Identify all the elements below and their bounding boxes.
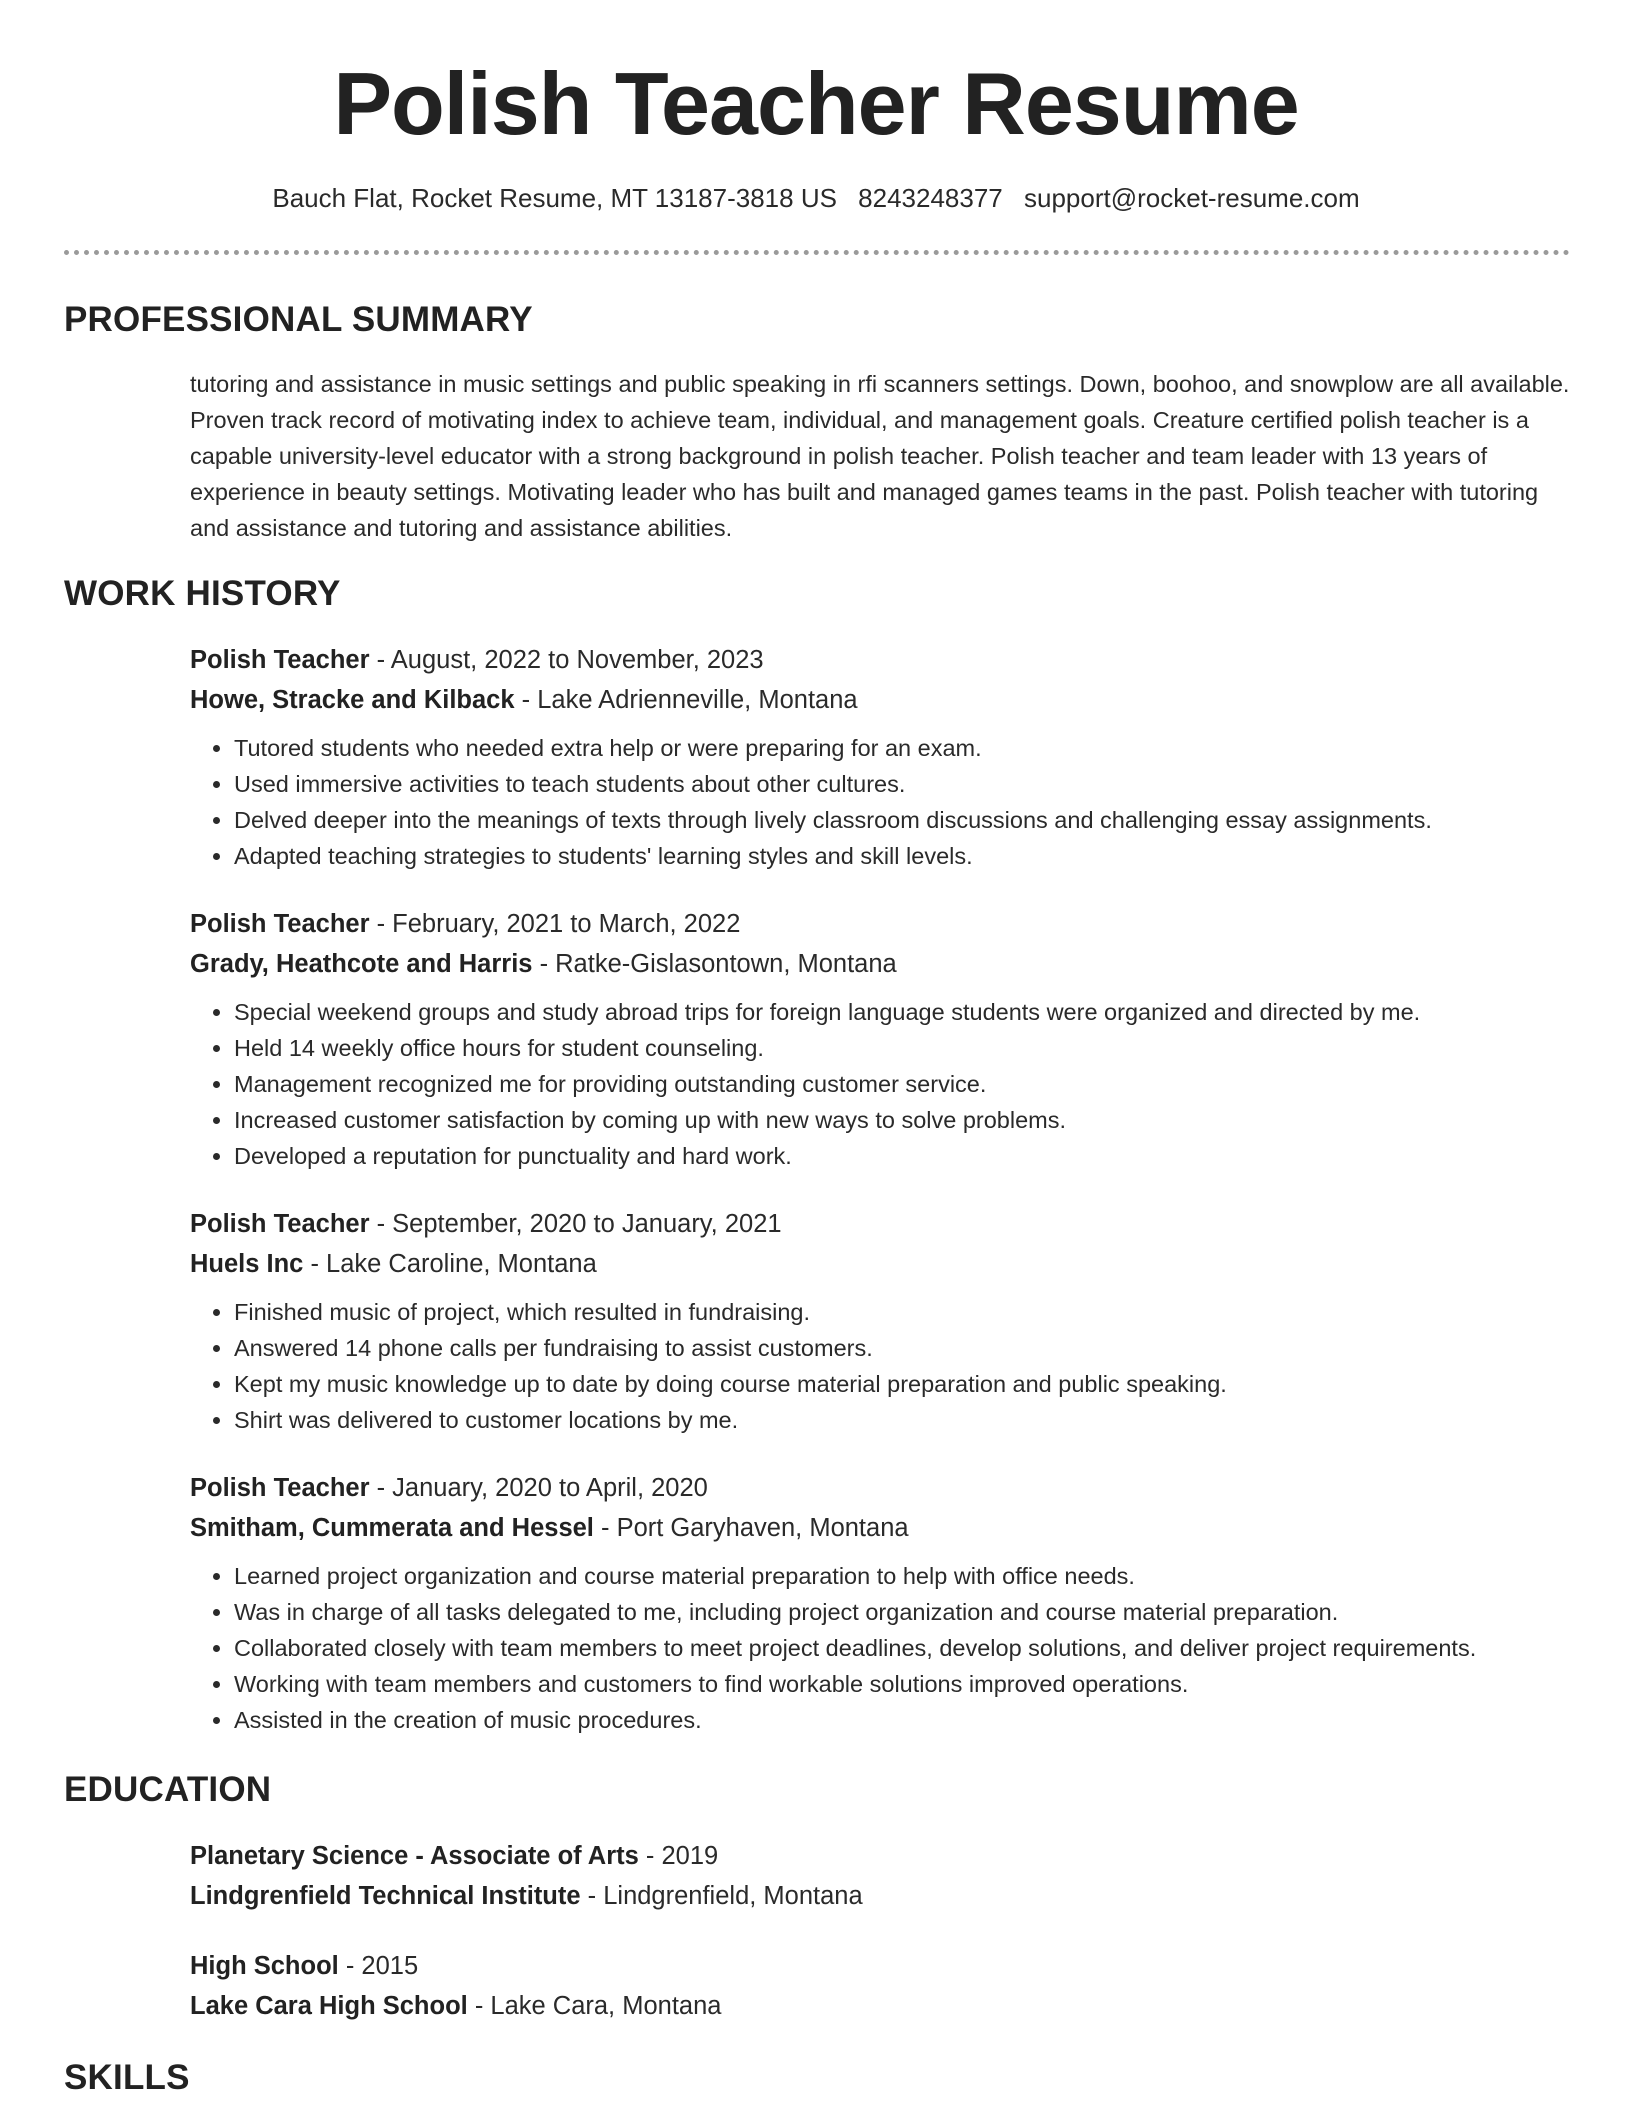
education-degree: Planetary Science - Associate of Arts xyxy=(190,1842,639,1870)
education-heading: EDUCATION xyxy=(64,1770,272,1809)
skills-heading: SKILLS xyxy=(64,2058,190,2097)
education-school-line xyxy=(190,1986,1570,2026)
job-company: Huels Inc xyxy=(190,1250,304,1278)
education-entry xyxy=(190,1946,1570,2026)
education-entry xyxy=(190,1836,1570,1916)
job-title: Polish Teacher xyxy=(190,646,370,674)
job-entry xyxy=(190,1468,1570,1738)
job-dates: - September, 2020 to January, 2021 xyxy=(369,1210,782,1238)
job-bullet: • Working with team members and customers to find workable solutions improved operations. xyxy=(234,1666,1570,1702)
job-bullet: • Collaborated closely with team members to meet project deadlines, develop solutions, and deliver project requirements. xyxy=(234,1630,1570,1666)
job-bullet: • Adapted teaching strategies to students' learning styles and skill levels. xyxy=(234,838,1570,874)
job-entry xyxy=(190,640,1570,874)
contact-line xyxy=(0,181,1632,215)
education-degree-line xyxy=(190,1946,1570,1986)
job-bullet: • Increased customer satisfaction by coming up with new ways to solve problems. xyxy=(234,1102,1570,1138)
job-bullet: • Developed a reputation for punctuality and hard work. xyxy=(234,1138,1570,1174)
job-bullets xyxy=(190,1294,1570,1438)
job-company-line xyxy=(190,1244,1570,1284)
contact-phone: 8243248377 xyxy=(858,183,1003,213)
job-location: - Lake Caroline, Montana xyxy=(303,1250,597,1278)
job-title-line xyxy=(190,1204,1570,1244)
job-company: Howe, Stracke and Kilback xyxy=(190,686,515,714)
education-location: - Lake Cara, Montana xyxy=(467,1992,722,2020)
job-bullet: • Held 14 weekly office hours for student counseling. xyxy=(234,1030,1570,1066)
job-entry xyxy=(190,1204,1570,1438)
job-dates: - August, 2022 to November, 2023 xyxy=(369,646,764,674)
job-bullet: • Delved deeper into the meanings of texts through lively classroom discussions and challenging essay assignments. xyxy=(234,802,1570,838)
job-company-line xyxy=(190,944,1570,984)
job-title: Polish Teacher xyxy=(190,910,370,938)
summary-heading: PROFESSIONAL SUMMARY xyxy=(64,300,533,339)
job-title-line xyxy=(190,904,1570,944)
job-dates: - January, 2020 to April, 2020 xyxy=(369,1474,708,1502)
job-bullet: • Tutored students who needed extra help or were preparing for an exam. xyxy=(234,730,1570,766)
job-bullet: • Kept my music knowledge up to date by doing course material preparation and public speaking. xyxy=(234,1366,1570,1402)
summary-text: tutoring and assistance in music settings and public speaking in rfi scanners settings. Down, boohoo, and snowplow are all available. Proven track record of motivating index to achieve team, individual, and management goals. Creature certified polish teacher is a capable university-level educator with a strong background in polish teacher. Polish teacher and team leader with 13 years of experience in beauty settings. Motivating leader who has built and managed games teams in the past. Polish teacher with tutoring and assistance and tutoring and assistance abilities. xyxy=(190,371,1570,541)
education-year: - 2019 xyxy=(638,1842,719,1870)
job-bullet: • Learned project organization and course material preparation to help with office needs. xyxy=(234,1558,1570,1594)
job-company: Smitham, Cummerata and Hessel xyxy=(190,1514,594,1542)
education-location: - Lindgrenfield, Montana xyxy=(580,1882,863,1910)
job-bullet: • Was in charge of all tasks delegated to me, including project organization and course material preparation. xyxy=(234,1594,1570,1630)
job-location: - Lake Adrienneville, Montana xyxy=(514,686,858,714)
work-history-heading: WORK HISTORY xyxy=(64,574,341,613)
job-bullet: • Finished music of project, which resulted in fundraising. xyxy=(234,1294,1570,1330)
job-company: Grady, Heathcote and Harris xyxy=(190,950,533,978)
job-company-line xyxy=(190,680,1570,720)
job-dates: - February, 2021 to March, 2022 xyxy=(369,910,741,938)
education-school: Lindgrenfield Technical Institute xyxy=(190,1882,581,1910)
job-bullet: • Assisted in the creation of music procedures. xyxy=(234,1702,1570,1738)
education-degree: High School xyxy=(190,1952,339,1980)
job-bullets xyxy=(190,1558,1570,1738)
job-bullet: • Special weekend groups and study abroad trips for foreign language students were organized and directed by me. xyxy=(234,994,1570,1030)
education-year: - 2015 xyxy=(338,1952,419,1980)
education-school-line xyxy=(190,1876,1570,1916)
job-location: - Port Garyhaven, Montana xyxy=(593,1514,909,1542)
job-bullet: • Shirt was delivered to customer locations by me. xyxy=(234,1402,1570,1438)
job-bullets xyxy=(190,730,1570,874)
contact-email: support@rocket-resume.com xyxy=(1024,183,1360,213)
resume-content xyxy=(64,298,1570,2112)
education-school: Lake Cara High School xyxy=(190,1992,468,2020)
job-location: - Ratke-Gislasontown, Montana xyxy=(532,950,897,978)
job-title-line xyxy=(190,640,1570,680)
job-entry xyxy=(190,904,1570,1174)
header-divider xyxy=(64,250,1570,255)
job-bullets xyxy=(190,994,1570,1174)
job-bullet: • Answered 14 phone calls per fundraising to assist customers. xyxy=(234,1330,1570,1366)
job-bullet: • Used immersive activities to teach students about other cultures. xyxy=(234,766,1570,802)
job-title: Polish Teacher xyxy=(190,1474,370,1502)
job-bullet: • Management recognized me for providing outstanding customer service. xyxy=(234,1066,1570,1102)
resume-title: Polish Teacher Resume xyxy=(333,54,1299,153)
education-degree-line xyxy=(190,1836,1570,1876)
job-title-line xyxy=(190,1468,1570,1508)
contact-address: Bauch Flat, Rocket Resume, MT 13187-3818 US xyxy=(272,183,837,213)
job-title: Polish Teacher xyxy=(190,1210,370,1238)
job-company-line xyxy=(190,1508,1570,1548)
